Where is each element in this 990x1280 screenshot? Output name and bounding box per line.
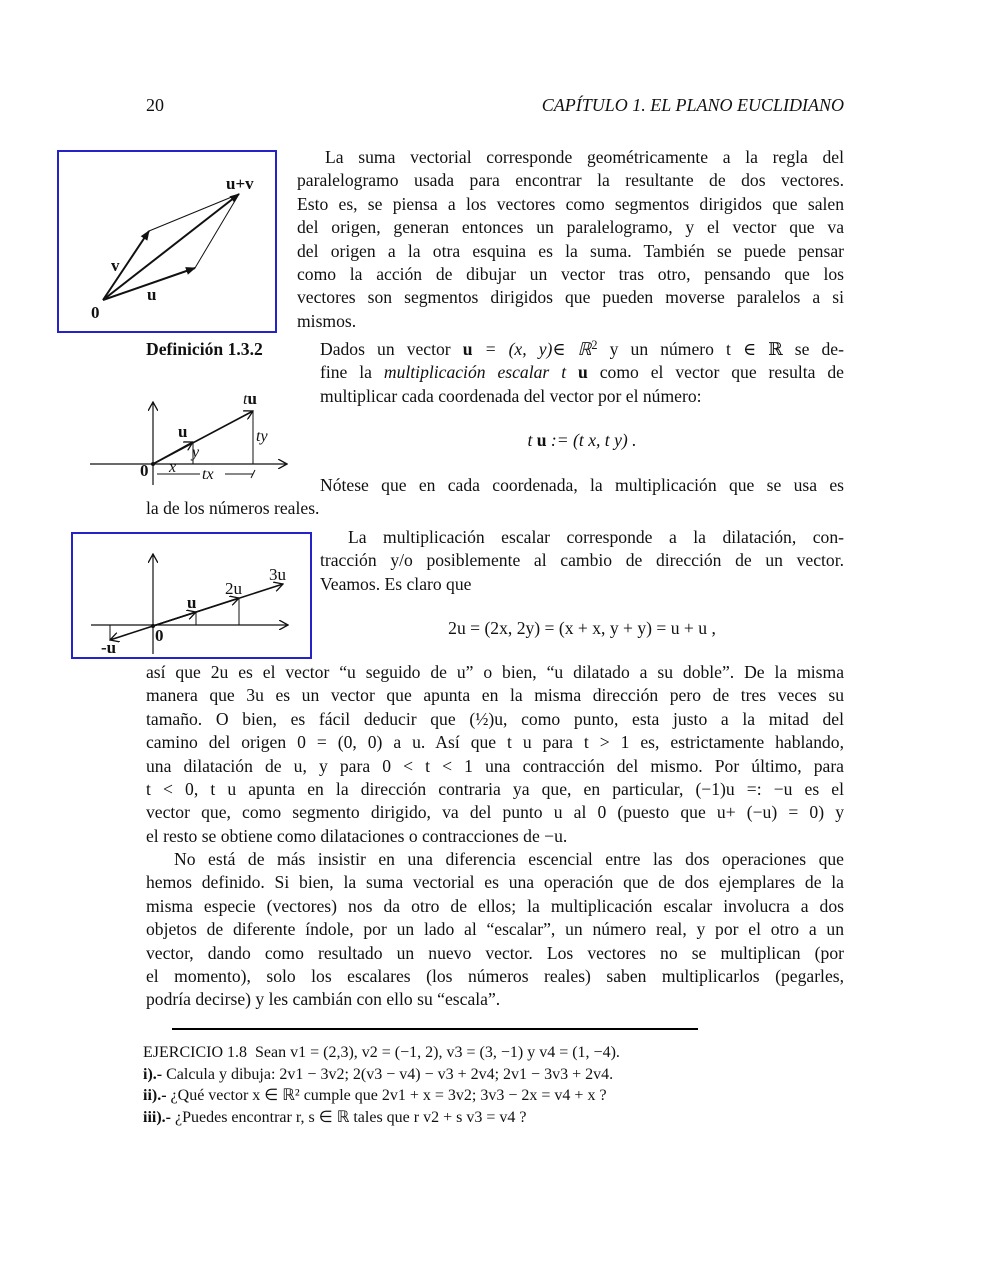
- text-line: fine la multiplicación escalar t u como el vector que resulta de: [320, 362, 844, 383]
- paragraph-dilation: [320, 526, 844, 596]
- label-u: u: [178, 422, 188, 441]
- parallelogram-diagram: [59, 152, 279, 335]
- label-tu: tu: [243, 389, 257, 408]
- text-line: tamaño. O bien, es fácil deducir que (½)u, como punto, esta justo a la mitad del: [146, 708, 844, 729]
- text-line: La multiplicación escalar corresponde a la dilatación, con-: [348, 527, 844, 547]
- definition-label: Definición 1.3.2: [146, 339, 263, 359]
- label-3u: 3u: [269, 565, 286, 584]
- text-line: La suma vectorial corresponde geométricamente a la regla del: [325, 147, 844, 167]
- label-origin: 0: [155, 626, 164, 645]
- label-2u: 2u: [225, 579, 242, 598]
- dilation-diagram: [73, 534, 314, 661]
- label-origin: 0: [91, 303, 100, 322]
- label-origin: 0: [140, 461, 149, 480]
- text-line: hemos definido. Si bien, la suma vectorial es una operación que de dos ejemplares de la: [146, 872, 844, 893]
- exercise-item-iii: iii).- ¿Puedes encontrar r, s ∈ ℝ tales que r v2 + s v3 = v4 ?: [143, 1108, 527, 1126]
- text-line: del origen, generan entonces un paralelogramo, y el vector que va: [297, 217, 844, 238]
- label-u: u: [147, 285, 157, 304]
- exercise-intro: EJERCICIO 1.8 Sean v1 = (2,3), v2 = (−1, 2), v3 = (3, −1) y v4 = (1, −4).: [143, 1044, 620, 1061]
- exercise-block: [143, 1042, 620, 1128]
- label-v: v: [111, 256, 120, 275]
- label-y: y: [192, 444, 200, 461]
- label-tx: tx: [202, 466, 214, 483]
- text-line: vectores son segmentos dirigidos que pueden moverse paralelos a si: [297, 287, 844, 308]
- label-u: u: [187, 593, 197, 612]
- exercise-item-ii: ii).- ¿Qué vector x ∈ ℝ² cumple que 2v1 + x = 3v2; 3v3 − 2x = v4 + x ?: [143, 1087, 607, 1104]
- text-line: así que 2u es el vector “u seguido de u” o bien, “u dilatado a su doble”. De la misma: [146, 662, 844, 682]
- figure-parallelogram: [57, 150, 277, 333]
- label-ty: ty: [256, 428, 268, 445]
- text-line: la de los números reales.: [146, 498, 320, 519]
- note-text: [146, 474, 844, 521]
- equation-scalar-multiplication: t u := (t x, t y) .: [527, 430, 637, 450]
- label-neg-u: -u: [101, 638, 117, 657]
- exercise-item-i: i).- Calcula y dibuja: 2v1 − 3v2; 2(v3 − v4) − v3 + 2v4; 2v1 − 3v3 + 2v4.: [143, 1065, 614, 1083]
- text-line: podría decirse) y les cambián con ello su “escala”.: [146, 989, 501, 1010]
- text-line: una dilatación de u, y para 0 < t < 1 una contracción del mismo. Por último, para: [146, 755, 844, 776]
- definition-body: [320, 338, 844, 408]
- figure-dilation: [71, 532, 312, 659]
- text-line: tracción y/o posiblemente al cambio de dirección de un vector.: [320, 550, 844, 571]
- text-line: vector, dando como resultado un nuevo vector. Los vectores no se multiplican (por: [146, 942, 844, 963]
- paragraph-vector-sum: [297, 146, 844, 333]
- chapter-title: CAPÍTULO 1. EL PLANO EUCLIDIANO: [541, 95, 844, 115]
- text-line: Nótese que en cada coordenada, la multiplicación que se usa es: [320, 475, 844, 495]
- text-line: el momento), solo los escalares (los números reales) saben multiplicarlos (pegarles,: [146, 966, 844, 987]
- text-line: Esto es, se piensa a los vectores como segmentos dirigidos que salen: [297, 193, 844, 214]
- page-number: 20: [146, 95, 164, 115]
- text-line: misma especie (vectores) nos da otro de ellos; la multiplicación escalar involucra a dos: [146, 895, 844, 916]
- text-line: paralelogramo usada para encontrar la resultante de dos vectores.: [297, 170, 844, 191]
- text-line: como la acción de dibujar un vector tras otro, pensando que los: [297, 264, 844, 285]
- text-line: multiplicar cada coordenada del vector por el número:: [320, 385, 702, 406]
- text-line: Veamos. Es claro que: [320, 573, 472, 594]
- label-u-plus-v: u+v: [226, 174, 254, 193]
- exercise-title: EJERCICIO 1.8: [143, 1044, 247, 1061]
- equation-two-u: 2u = (2x, 2y) = (x + x, y + y) = u + u ,: [448, 618, 716, 638]
- text-line: t < 0, t u apunta en la dirección contraria ya que, en particular, (−1)u =: −u es el: [146, 779, 844, 800]
- text-line: manera que 3u es un vector que apunta en la misma dirección pero de tres veces su: [146, 685, 844, 706]
- section-divider: [172, 1028, 698, 1030]
- label-x: x: [169, 459, 177, 476]
- paragraph-scalar-interpretation: [146, 661, 844, 848]
- paragraph-operations-difference: [146, 848, 844, 1012]
- text-line: mismos.: [297, 310, 357, 331]
- text-line: camino del origen 0 = (0, 0) a u. Así que t u para t > 1 es, estrictamente hablando,: [146, 732, 844, 753]
- text-line: vector que, como segmento dirigido, va del punto u al 0 (puesto que u+ (−u) = 0) y: [146, 802, 844, 823]
- text-line: del origen a la otra esquina es la suma. También se puede pensar: [297, 240, 844, 261]
- text-line: objetos de diferente índole, por un lado al “escalar”, un número real, y por el otro a un: [146, 919, 844, 940]
- text-line: No está de más insistir en una diferencia escencial entre las dos operaciones que: [174, 849, 844, 869]
- text-line: el resto se obtiene como dilataciones o contracciones de −u.: [146, 825, 568, 846]
- text-line: Dados un vector u = (x, y)∈ ℝ$^2$ y un número t ∈ ℝ se de-: [320, 337, 844, 359]
